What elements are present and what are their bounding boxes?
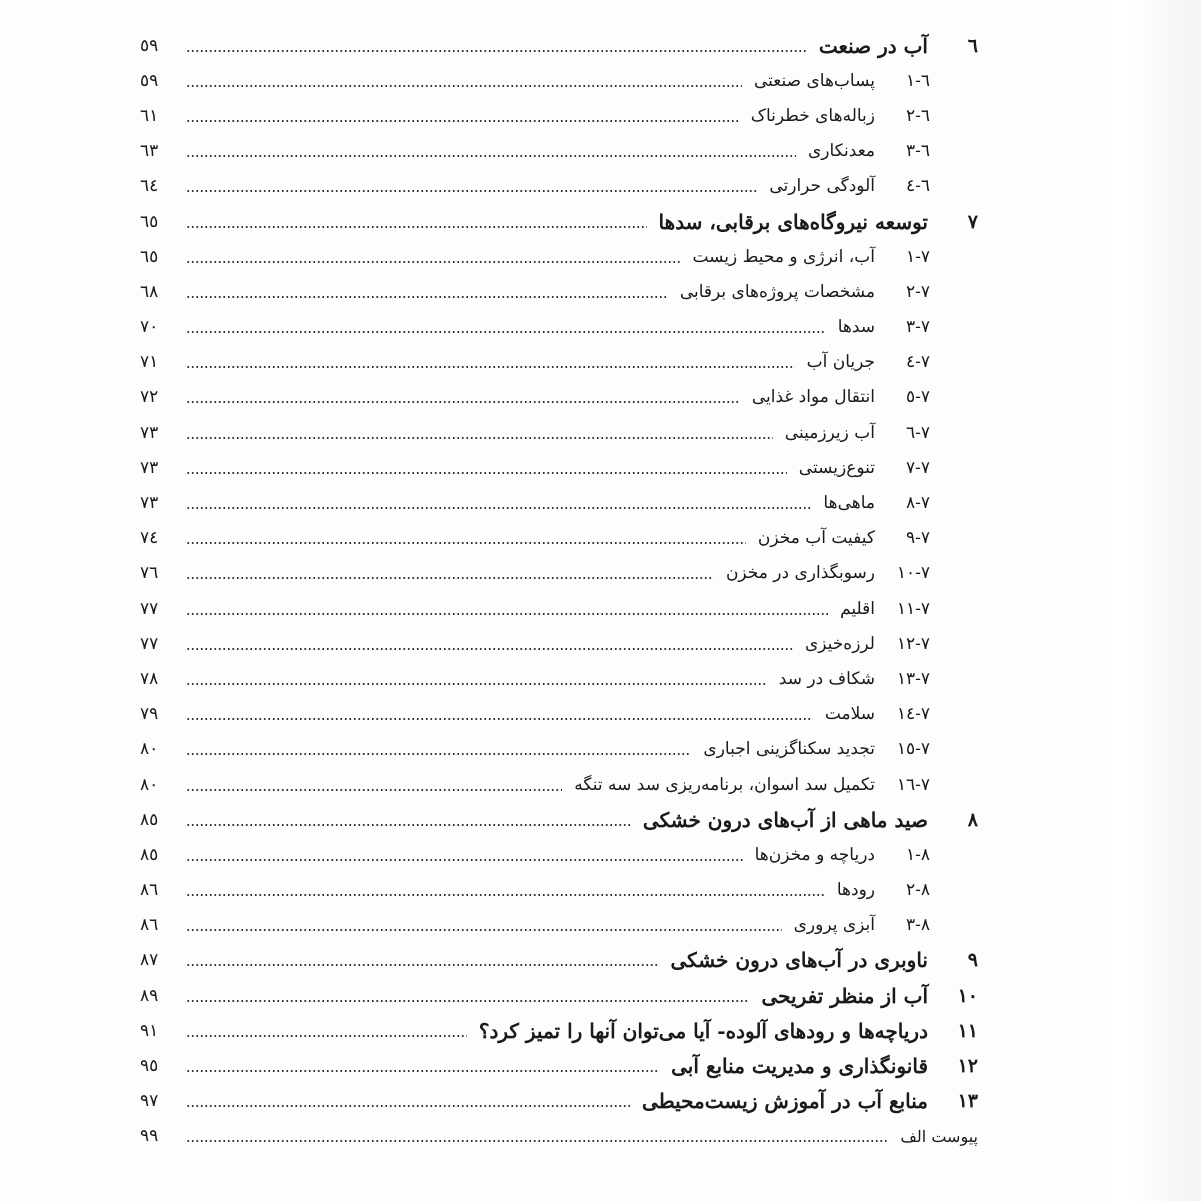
dot-leader	[186, 120, 739, 122]
section-title: معدنکاری	[807, 141, 875, 162]
section-title: جریان آب	[806, 352, 875, 373]
section-number: ٧-٩	[905, 528, 930, 549]
toc-entry	[140, 28, 978, 63]
section-title: رودها	[836, 880, 875, 901]
page-number: ٦٥	[140, 211, 159, 232]
section-number: ٧-١٤	[896, 704, 930, 725]
page-number: ٨٩	[140, 985, 159, 1006]
dot-leader	[186, 1140, 888, 1142]
page-number: ٨٦	[140, 915, 159, 936]
chapter-number: ٦	[967, 34, 978, 57]
section-number: ٦-٤	[905, 176, 930, 197]
dot-leader	[186, 261, 680, 263]
dot-leader	[186, 789, 562, 791]
section-number: ٧-٤	[905, 352, 930, 373]
dot-leader	[186, 683, 767, 685]
dot-leader	[186, 824, 631, 826]
chapter-number: ٧	[967, 210, 978, 233]
toc-entry	[140, 697, 978, 732]
dot-leader	[186, 472, 787, 474]
section-number: ٧-٧	[905, 457, 930, 478]
toc-entry	[140, 415, 978, 450]
chapter-title: ناوبری در آب‌های درون خشکی	[670, 948, 928, 973]
dot-leader	[186, 50, 807, 52]
section-number: ٧-١٠	[896, 563, 930, 584]
dot-leader	[186, 226, 647, 228]
toc-entry	[140, 169, 978, 204]
section-title: لرزه‌خیزی	[804, 633, 875, 654]
chapter-title: صید ماهی از آب‌های درون خشکی	[642, 807, 928, 832]
section-title: آب، انرژی و محیط زیست	[692, 246, 875, 267]
dot-leader	[186, 753, 691, 755]
page-number: ٧١	[140, 352, 159, 373]
toc-entry	[140, 556, 978, 591]
page-number: ٧٣	[140, 422, 159, 443]
dot-leader	[186, 331, 826, 333]
section-number: ٧-٦	[905, 422, 930, 443]
page-number: ٧٠	[140, 317, 159, 338]
toc-entry	[140, 943, 978, 978]
chapter-title: آب در صنعت	[818, 33, 928, 58]
toc-entry	[140, 485, 978, 520]
page-number: ٨٧	[140, 950, 159, 971]
toc-entry	[140, 591, 978, 626]
dot-leader	[186, 613, 828, 615]
toc-entry	[140, 873, 978, 908]
toc-entry	[140, 802, 978, 837]
toc-entry	[140, 661, 978, 696]
chapter-title: دریاچه‌ها و رودهای آلوده- آیا می‌توان آنها را تمیز کرد؟	[478, 1018, 928, 1043]
dot-leader	[186, 648, 793, 650]
table-of-contents	[140, 28, 978, 1154]
toc-entry	[140, 978, 978, 1013]
section-number: ٧-١٢	[896, 633, 930, 654]
toc-entry	[140, 239, 978, 274]
dot-leader	[186, 577, 714, 579]
chapter-number: ١١	[957, 1019, 978, 1042]
page-number: ٨٠	[140, 774, 159, 795]
toc-entry	[140, 63, 978, 98]
dot-leader	[186, 190, 757, 192]
page-number: ٧٦	[140, 563, 159, 584]
dot-leader	[186, 507, 811, 509]
toc-entry	[140, 837, 978, 872]
section-title: سلامت	[824, 704, 875, 725]
section-title: ماهی‌ها	[823, 493, 875, 514]
page-number: ٥٩	[140, 35, 159, 56]
section-number: ٦-٢	[905, 105, 930, 126]
section-number: ٧-٣	[905, 317, 930, 338]
section-number: ٨-٢	[905, 880, 930, 901]
section-title: تجدید سکناگزینی اجباری	[703, 739, 875, 760]
chapter-number: ٩	[967, 949, 978, 972]
page-number: ٧٩	[140, 704, 159, 725]
section-title: مشخصات پروژه‌های برقابی	[679, 281, 875, 302]
dot-leader	[186, 1035, 467, 1037]
page-number: ٧٧	[140, 598, 159, 619]
page-number: ٧٣	[140, 457, 159, 478]
section-number: ٧-١٣	[896, 668, 930, 689]
toc-entry	[140, 732, 978, 767]
page-number: ٦١	[140, 105, 159, 126]
dot-leader	[186, 542, 746, 544]
toc-entry	[140, 134, 978, 169]
section-number: ٨-١	[905, 844, 930, 865]
page-number: ٧٤	[140, 528, 159, 549]
section-title: زباله‌های خطرناک	[750, 105, 875, 126]
section-title: شکاف در سد	[778, 668, 875, 689]
page-number: ٦٥	[140, 246, 159, 267]
chapter-title: قانونگذاری و مدیریت منابع آبی	[671, 1054, 928, 1079]
toc-entry	[140, 204, 978, 239]
toc-entry	[140, 1084, 978, 1119]
section-title: اقلیم	[840, 598, 875, 619]
chapter-number: ١٢	[957, 1055, 978, 1078]
dot-leader	[186, 366, 795, 368]
toc-entry	[140, 1048, 978, 1083]
page-number: ٧٣	[140, 493, 159, 514]
section-number: ٦-١	[905, 70, 930, 91]
section-number: ٧-١١	[896, 598, 930, 619]
toc-entry	[140, 767, 978, 802]
toc-entry	[140, 310, 978, 345]
section-title: انتقال مواد غذایی	[751, 387, 875, 408]
section-title: کیفیت آب مخزن	[757, 528, 875, 549]
dot-leader	[186, 929, 782, 931]
dot-leader	[186, 964, 659, 966]
chapter-number: ١٣	[957, 1090, 978, 1113]
dot-leader	[186, 296, 668, 298]
section-title: آب زیرزمینی	[784, 422, 875, 443]
page-number: ٨٥	[140, 844, 159, 865]
toc-entry	[140, 274, 978, 309]
dot-leader	[186, 1000, 749, 1002]
page-number: ٦٨	[140, 281, 159, 302]
toc-entry	[140, 521, 978, 556]
section-title: آلودگی حرارتی	[769, 176, 875, 197]
toc-entry	[140, 450, 978, 485]
section-number: ٧-١٥	[896, 739, 930, 760]
page-number: ٥٩	[140, 70, 159, 91]
page-number: ٧٨	[140, 668, 159, 689]
page-edge-shadow	[1111, 0, 1201, 1201]
page-number: ٦٤	[140, 176, 159, 197]
page-number: ٦٣	[140, 141, 159, 162]
chapter-number: ٨	[967, 808, 978, 831]
page-number: ٩١	[140, 1020, 159, 1041]
dot-leader	[186, 1070, 659, 1072]
page-number: ٧٢	[140, 387, 159, 408]
toc-entry	[140, 1013, 978, 1048]
dot-leader	[186, 155, 796, 157]
dot-leader	[186, 894, 825, 896]
appendix-title: پیوست الف	[900, 1126, 978, 1146]
section-title: دریاچه و مخزن‌ها	[754, 844, 875, 865]
section-title: آبزی پروری	[793, 915, 875, 936]
page-number: ٩٥	[140, 1056, 159, 1077]
dot-leader	[186, 437, 773, 439]
page-number: ٩٩	[140, 1126, 159, 1147]
page-number: ٨٦	[140, 880, 159, 901]
section-number: ٧-٥	[905, 387, 930, 408]
section-title: رسوبگذاری در مخزن	[725, 563, 875, 584]
dot-leader	[186, 718, 813, 720]
dot-leader	[186, 401, 740, 403]
chapter-title: آب از منظر تفریحی	[761, 983, 928, 1008]
section-number: ٦-٣	[905, 141, 930, 162]
toc-entry	[140, 908, 978, 943]
chapter-number: ١٠	[957, 984, 978, 1007]
page-number: ٨٥	[140, 809, 159, 830]
section-title: پساب‌های صنعتی	[753, 70, 875, 91]
page-number: ٨٠	[140, 739, 159, 760]
dot-leader	[186, 859, 743, 861]
dot-leader	[186, 1105, 630, 1107]
section-number: ٧-٢	[905, 281, 930, 302]
section-number: ٧-١٦	[896, 774, 930, 795]
section-title: تنوع‌زیستی	[798, 457, 875, 478]
page-number: ٩٧	[140, 1091, 159, 1112]
section-number: ٨-٣	[905, 915, 930, 936]
toc-entry	[140, 626, 978, 661]
toc-entry	[140, 380, 978, 415]
dot-leader	[186, 85, 742, 87]
chapter-title: منابع آب در آموزش زیست‌محیطی	[642, 1089, 928, 1114]
page-number: ٧٧	[140, 633, 159, 654]
section-title: تکمیل سد اسوان، برنامه‌ریزی سد سه تنگه	[574, 774, 875, 795]
toc-entry	[140, 98, 978, 133]
toc-entry	[140, 345, 978, 380]
section-number: ٧-١	[905, 246, 930, 267]
section-number: ٧-٨	[905, 493, 930, 514]
chapter-title: توسعه نیروگاه‌های برقابی، سدها	[658, 209, 928, 234]
section-title: سدها	[837, 317, 875, 338]
toc-entry	[140, 1119, 978, 1154]
